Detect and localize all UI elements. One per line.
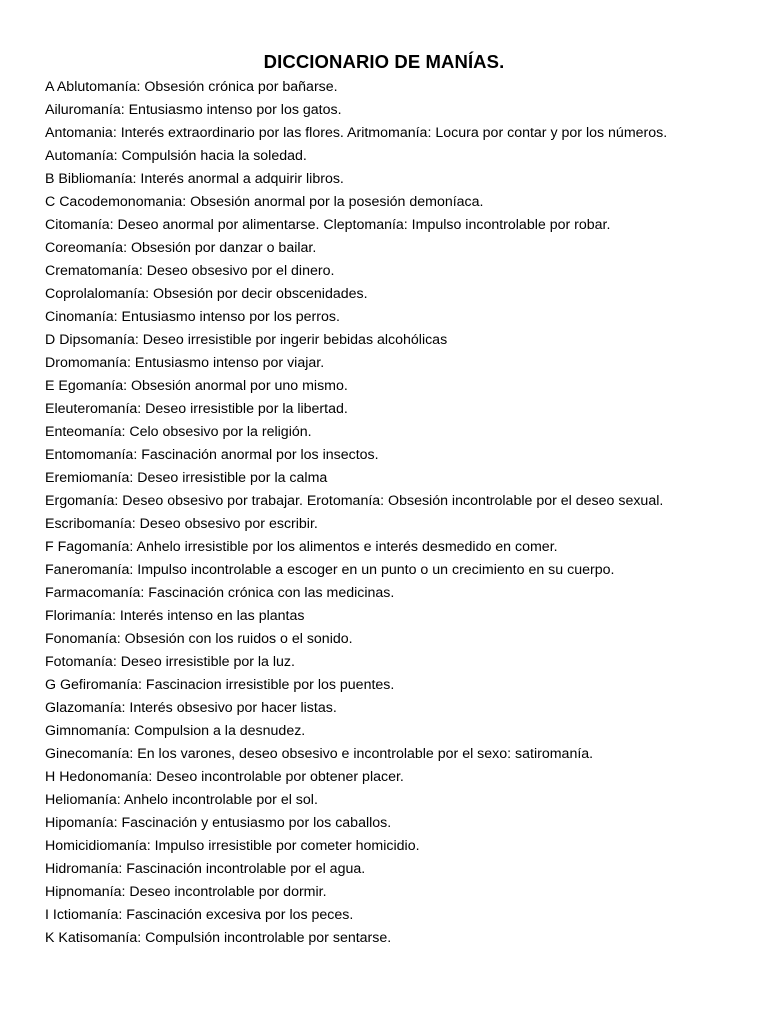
mania-entry: Florimanía: Interés intenso en las plantas (45, 608, 305, 624)
mania-entry: Citomanía: Deseo anormal por alimentarse. Cleptomanía: Impulso incontrolable por robar. (45, 217, 611, 233)
mania-entry: Enteomanía: Celo obsesivo por la religión. (45, 424, 312, 440)
mania-entry: I Ictiomanía: Fascinación excesiva por los peces. (45, 907, 354, 923)
mania-entry: Eleuteromanía: Deseo irresistible por la libertad. (45, 401, 348, 417)
mania-entry: Ginecomanía: En los varones, deseo obsesivo e incontrolable por el sexo: satiromanía. (45, 746, 594, 762)
mania-entry: Hidromanía: Fascinación incontrolable por el agua. (45, 861, 366, 877)
mania-entry: E Egomanía: Obsesión anormal por uno mismo. (45, 378, 348, 394)
mania-entry: Faneromanía: Impulso incontrolable a escoger en un punto o un crecimiento en su cuerpo. (45, 562, 615, 578)
mania-entry: Dromomanía: Entusiasmo intenso por viajar. (45, 355, 325, 371)
mania-entry-list (45, 76, 735, 950)
mania-entry: Coprolalomanía: Obsesión por decir obscenidades. (45, 286, 368, 302)
mania-entry: F Fagomanía: Anhelo irresistible por los alimentos e interés desmedido en comer. (45, 539, 558, 555)
mania-entry: H Hedonomanía: Deseo incontrolable por obtener placer. (45, 769, 404, 785)
mania-entry: Crematomanía: Deseo obsesivo por el dinero. (45, 263, 335, 279)
mania-entry: Eremiomanía: Deseo irresistible por la calma (45, 470, 328, 486)
mania-entry: Antomania: Interés extraordinario por las flores. Aritmomanía: Locura por contar y por los números. (45, 125, 668, 141)
mania-entry: Hipomanía: Fascinación y entusiasmo por los caballos. (45, 815, 392, 831)
mania-entry: K Katisomanía: Compulsión incontrolable por sentarse. (45, 930, 392, 946)
mania-entry: Entomomanía: Fascinación anormal por los insectos. (45, 447, 379, 463)
mania-entry: Ailuromanía: Entusiasmo intenso por los gatos. (45, 102, 342, 118)
mania-entry: Coreomanía: Obsesión por danzar o bailar. (45, 240, 317, 256)
mania-entry: D Dipsomanía: Deseo irresistible por ingerir bebidas alcohólicas (45, 332, 448, 348)
mania-entry: A Ablutomanía: Obsesión crónica por bañarse. (45, 79, 338, 95)
mania-entry: Hipnomanía: Deseo incontrolable por dormir. (45, 884, 327, 900)
mania-entry: Fonomanía: Obsesión con los ruidos o el sonido. (45, 631, 353, 647)
mania-entry: Fotomanía: Deseo irresistible por la luz. (45, 654, 295, 670)
mania-entry: G Gefiromanía: Fascinacion irresistible por los puentes. (45, 677, 395, 693)
mania-entry: Homicidiomanía: Impulso irresistible por cometer homicidio. (45, 838, 420, 854)
mania-entry: Escribomanía: Deseo obsesivo por escribir. (45, 516, 318, 532)
document-title: DICCIONARIO DE MANÍAS. (263, 51, 505, 72)
mania-entry: Cinomanía: Entusiasmo intenso por los perros. (45, 309, 340, 325)
mania-entry: Automanía: Compulsión hacia la soledad. (45, 148, 307, 164)
mania-entry: C Cacodemonomania: Obsesión anormal por la posesión demoníaca. (45, 194, 484, 210)
mania-entry: Ergomanía: Deseo obsesivo por trabajar. Erotomanía: Obsesión incontrolable por el deseo sexual. (45, 493, 664, 509)
mania-entry: Heliomanía: Anhelo incontrolable por el sol. (45, 792, 318, 808)
mania-entry: Glazomanía: Interés obsesivo por hacer listas. (45, 700, 337, 716)
mania-entry: B Bibliomanía: Interés anormal a adquirir libros. (45, 171, 344, 187)
mania-entry: Farmacomanía: Fascinación crónica con las medicinas. (45, 585, 395, 601)
mania-entry: Gimnomanía: Compulsion a la desnudez. (45, 723, 306, 739)
